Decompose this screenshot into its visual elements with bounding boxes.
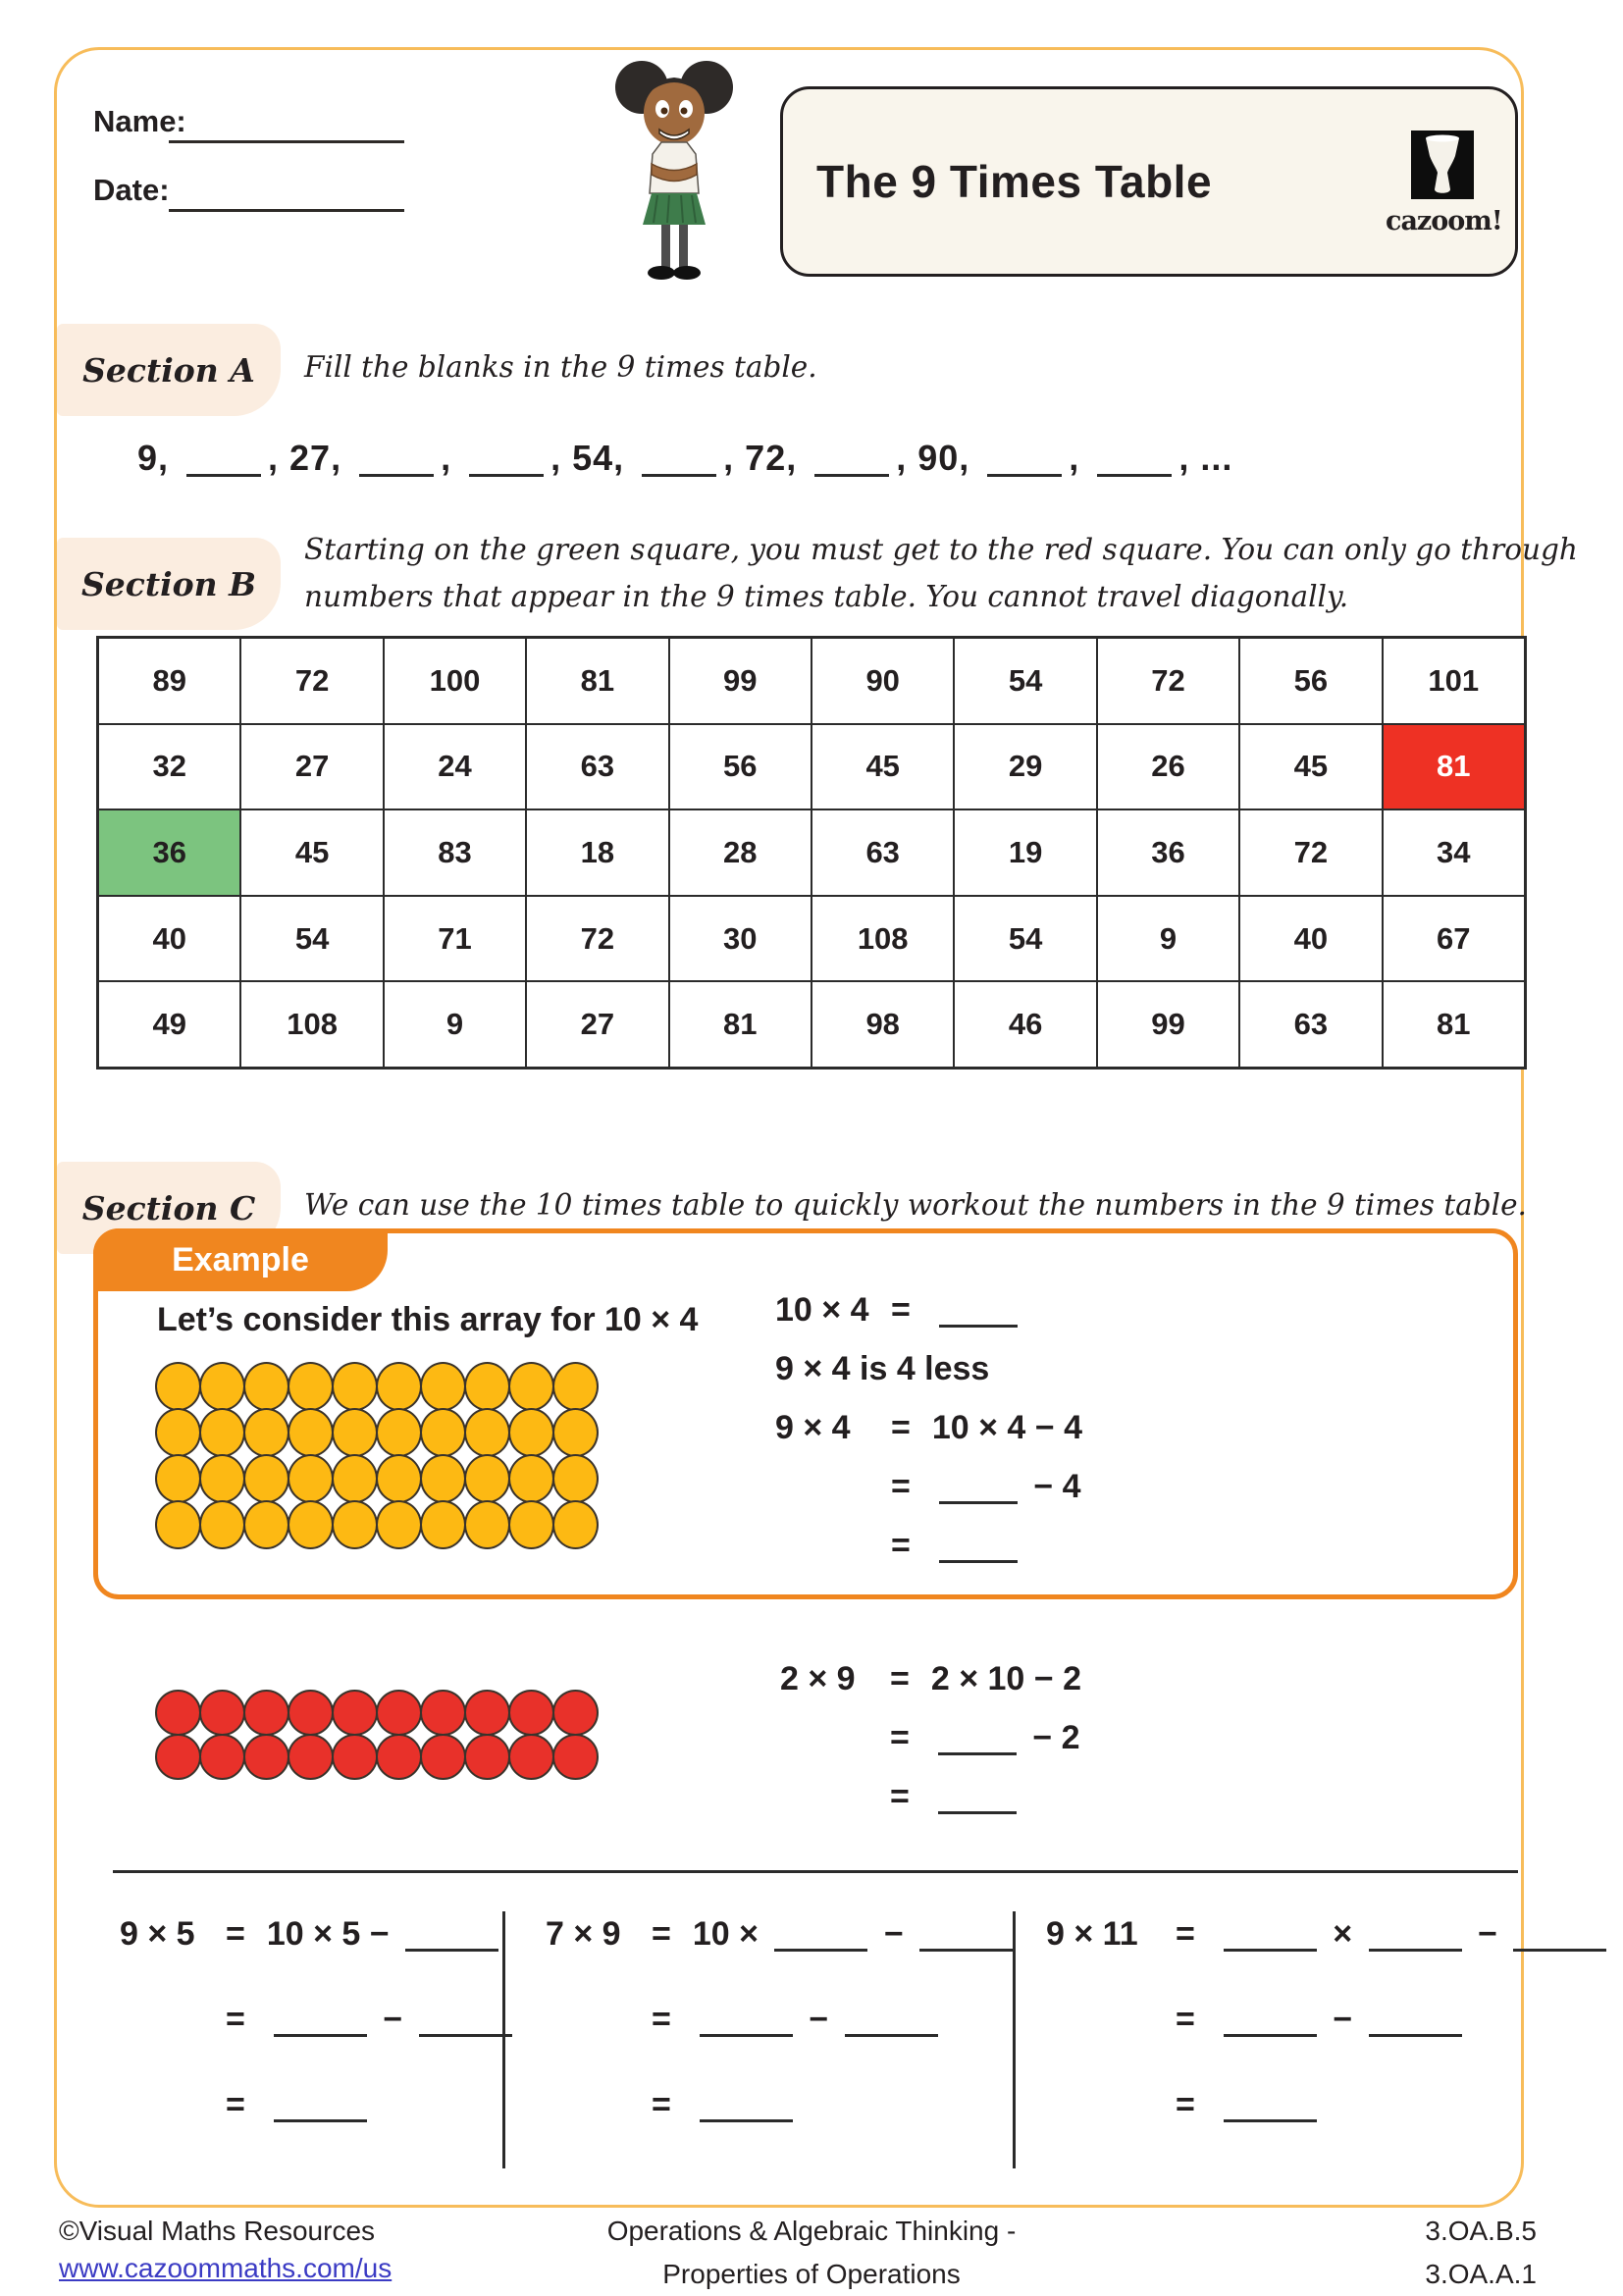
footer-website-link[interactable]: www.cazoommaths.com/us	[59, 2253, 393, 2283]
counter-dot	[464, 1454, 510, 1503]
answer-blank	[987, 473, 1062, 477]
grid-cell: 45	[812, 724, 954, 810]
grid-cell: 28	[669, 809, 812, 896]
exercise-column-1	[120, 1915, 519, 2171]
counter-dot	[552, 1362, 599, 1411]
counter-dot	[288, 1408, 334, 1457]
counter-dot	[376, 1408, 422, 1457]
column-divider-2	[1013, 1911, 1016, 2168]
grid-cell: 81	[526, 638, 668, 724]
dot-row	[155, 1408, 597, 1457]
counter-dot	[508, 1500, 554, 1549]
grid-cell: 67	[1383, 896, 1525, 982]
grid-cell: 99	[1097, 981, 1239, 1068]
answer-blank	[469, 473, 544, 477]
grid-cell: 72	[1239, 809, 1382, 896]
answer-blank	[814, 473, 889, 477]
equation-line: =	[780, 1778, 1081, 1816]
counter-dot	[155, 1408, 201, 1457]
counter-dot	[508, 1454, 554, 1503]
answer-blank	[700, 2118, 793, 2122]
grid-cell: 54	[240, 896, 383, 982]
counter-dot	[155, 1734, 201, 1780]
answer-blank	[186, 473, 261, 477]
counter-dot	[243, 1408, 289, 1457]
ten-by-four-dot-array	[155, 1362, 597, 1546]
dot-row	[155, 1500, 597, 1549]
grid-cell: 40	[98, 896, 240, 982]
equation-line: 9 × 4 = 10 × 4 − 4	[775, 1409, 1082, 1446]
grid-cell: 9	[384, 981, 526, 1068]
section-a-label: Section A	[57, 324, 281, 416]
equation-line: 10 × 4 =	[775, 1291, 1082, 1330]
counter-dot	[199, 1500, 245, 1549]
answer-blank	[939, 1500, 1018, 1504]
answer-blank	[419, 2033, 512, 2037]
grid-cell: 63	[812, 809, 954, 896]
page-title: The 9 Times Table	[816, 156, 1213, 207]
grid-cell: 27	[526, 981, 668, 1068]
counter-dot	[288, 1362, 334, 1411]
section-a-instruction: Fill the blanks in the 9 times table.	[304, 350, 817, 384]
grid-cell: 63	[1239, 981, 1382, 1068]
grid-cell: 24	[384, 724, 526, 810]
cazoom-logo	[1386, 130, 1502, 236]
counter-dot	[199, 1408, 245, 1457]
example-caption: Let’s consider this array for 10 × 4	[157, 1301, 699, 1338]
counter-dot	[376, 1690, 422, 1736]
cazoom-drum-icon	[1411, 130, 1474, 199]
equation-line: = −	[120, 2001, 519, 2039]
counter-dot	[464, 1362, 510, 1411]
counter-dot	[243, 1362, 289, 1411]
counter-dot	[288, 1690, 334, 1736]
grid-cell: 29	[954, 724, 1096, 810]
grid-cell: 36	[1097, 809, 1239, 896]
grid-cell: 90	[812, 638, 954, 724]
answer-blank	[274, 2118, 367, 2122]
counter-dot	[155, 1690, 201, 1736]
counter-dot	[199, 1362, 245, 1411]
equation-line: =	[120, 2086, 519, 2124]
grid-cell: 9	[1097, 896, 1239, 982]
column-divider-1	[502, 1911, 505, 2168]
grid-cell: 89	[98, 638, 240, 724]
grid-cell: 46	[954, 981, 1096, 1068]
grid-cell: 63	[526, 724, 668, 810]
section-c-instruction: We can use the 10 times table to quickly workout the numbers in the 9 times table.	[304, 1188, 1527, 1222]
grid-cell: 108	[812, 896, 954, 982]
counter-dot	[332, 1500, 378, 1549]
section-b-instruction: Starting on the green square, you must get to the red square. You can only go through numbers that appear in the 9 times table. You cannot travel diagonally.	[304, 533, 1578, 613]
counter-dot	[464, 1408, 510, 1457]
counter-dot	[420, 1734, 466, 1780]
counter-dot	[420, 1362, 466, 1411]
section-divider-line	[113, 1870, 1518, 1873]
counter-dot	[464, 1734, 510, 1780]
section-b-label: Section B	[57, 538, 281, 630]
counter-dot	[376, 1454, 422, 1503]
counter-dot	[376, 1734, 422, 1780]
times-table-sequence: 9, , 27, , , 54, , 72, , 90, , , ...	[137, 438, 1233, 478]
section-c-label: Section C	[57, 1162, 281, 1254]
grid-cell: 45	[1239, 724, 1382, 810]
footer-topic: Operations & Algebraic Thinking - Properties of Operations	[606, 2216, 1017, 2289]
counter-dot	[552, 1734, 599, 1780]
answer-blank	[939, 1324, 1018, 1328]
counter-dot	[420, 1454, 466, 1503]
counter-dot	[508, 1690, 554, 1736]
equation-line: 2 × 9 = 2 × 10 − 2	[780, 1660, 1081, 1697]
grid-cell: 32	[98, 724, 240, 810]
answer-blank	[938, 1810, 1017, 1814]
counter-dot	[288, 1454, 334, 1503]
counter-dot	[508, 1362, 554, 1411]
answer-blank	[642, 473, 716, 477]
grid-cell: 54	[954, 896, 1096, 982]
equation-line: 9 × 5 = 10 × 5 −	[120, 1915, 519, 1954]
answer-blank	[1097, 473, 1172, 477]
grid-cell: 108	[240, 981, 383, 1068]
footer-copyright: ©Visual Maths Resources	[59, 2216, 376, 2246]
counter-dot	[552, 1690, 599, 1736]
grid-cell: 83	[384, 809, 526, 896]
counter-dot	[288, 1734, 334, 1780]
equation-line: = − 4	[891, 1468, 1081, 1505]
grid-cell: 54	[954, 638, 1096, 724]
example-tab: Example	[93, 1228, 388, 1291]
counter-dot	[376, 1362, 422, 1411]
counter-dot	[199, 1454, 245, 1503]
counter-dot	[420, 1500, 466, 1549]
counter-dot	[508, 1734, 554, 1780]
answer-blank	[939, 1559, 1018, 1563]
grid-cell: 45	[240, 809, 383, 896]
answer-blank	[919, 1948, 1013, 1952]
counter-dot	[508, 1408, 554, 1457]
grid-cell: 30	[669, 896, 812, 982]
name-label: Name:	[93, 104, 186, 138]
counter-dot	[199, 1690, 245, 1736]
answer-blank	[700, 2033, 793, 2037]
grid-cell: 40	[1239, 896, 1382, 982]
answer-blank	[1224, 2118, 1317, 2122]
exercise-column-3	[1046, 1915, 1613, 2171]
grid-cell: 99	[669, 638, 812, 724]
counter-dot	[243, 1454, 289, 1503]
grid-cell: 71	[384, 896, 526, 982]
answer-blank	[774, 1948, 867, 1952]
name-input-line	[169, 140, 404, 143]
answer-blank	[1369, 2033, 1462, 2037]
grid-cell: 100	[384, 638, 526, 724]
counter-dot	[243, 1734, 289, 1780]
counter-dot	[288, 1500, 334, 1549]
counter-dot	[332, 1408, 378, 1457]
equation-line: = − 2	[890, 1719, 1080, 1756]
grid-cell: 98	[812, 981, 954, 1068]
example-equations	[775, 1291, 1082, 1586]
counter-dot	[464, 1500, 510, 1549]
counter-dot	[243, 1500, 289, 1549]
answer-blank	[1369, 1948, 1462, 1952]
equation-line: 9 × 11 = × −	[1046, 1915, 1613, 1954]
grid-cell: 81	[669, 981, 812, 1068]
grid-cell: 72	[526, 896, 668, 982]
counter-dot	[243, 1690, 289, 1736]
footer-standards: 3.OA.B.5 3.OA.A.1	[1425, 2216, 1537, 2289]
equation-line: =	[546, 2086, 1020, 2124]
counter-dot	[420, 1690, 466, 1736]
grid-start-cell: 36	[98, 809, 240, 896]
grid-cell: 49	[98, 981, 240, 1068]
worksheet-title-box	[780, 86, 1518, 277]
dot-row	[155, 1454, 597, 1503]
counter-dot	[464, 1690, 510, 1736]
grid-cell: 19	[954, 809, 1096, 896]
date-label: Date:	[93, 173, 170, 207]
answer-blank	[1224, 2033, 1317, 2037]
dot-row	[155, 1734, 597, 1780]
counter-dot	[155, 1454, 201, 1503]
dot-row	[155, 1362, 597, 1411]
counter-dot	[552, 1500, 599, 1549]
equation-line: 9 × 4 is 4 less	[775, 1350, 990, 1387]
counter-dot	[332, 1690, 378, 1736]
number-maze-grid	[96, 636, 1527, 1070]
counter-dot	[155, 1362, 201, 1411]
grid-cell: 81	[1383, 981, 1525, 1068]
counter-dot	[332, 1734, 378, 1780]
counter-dot	[552, 1408, 599, 1457]
answer-blank	[274, 2033, 367, 2037]
equation-line: =	[1046, 2086, 1613, 2124]
grid-cell: 26	[1097, 724, 1239, 810]
grid-cell: 56	[669, 724, 812, 810]
grid-cell: 101	[1383, 638, 1525, 724]
grid-cell: 34	[1383, 809, 1525, 896]
equation-line: =	[775, 1527, 1082, 1565]
exercise-column-2	[546, 1915, 1020, 2171]
equation-line: 7 × 9 = 10 × −	[546, 1915, 1020, 1954]
grid-cell: 72	[1097, 638, 1239, 724]
counter-dot	[332, 1454, 378, 1503]
counter-dot	[332, 1362, 378, 1411]
grid-cell: 72	[240, 638, 383, 724]
grid-cell: 27	[240, 724, 383, 810]
grid-end-cell: 81	[1383, 724, 1525, 810]
counter-dot	[199, 1734, 245, 1780]
answer-blank	[359, 473, 434, 477]
student-character-illustration	[601, 54, 748, 285]
two-by-nine-dot-array	[155, 1690, 597, 1778]
grid-cell: 56	[1239, 638, 1382, 724]
answer-blank	[938, 1751, 1017, 1755]
cazoom-logo-text: cazoom!	[1386, 206, 1502, 236]
practice-equations	[780, 1660, 1081, 1837]
equation-line: = −	[1046, 2001, 1613, 2039]
counter-dot	[155, 1500, 201, 1549]
answer-blank	[845, 2033, 938, 2037]
counter-dot	[420, 1408, 466, 1457]
equation-line: = −	[546, 2001, 1020, 2039]
grid-cell: 18	[526, 809, 668, 896]
answer-blank	[405, 1948, 498, 1952]
dot-row	[155, 1690, 597, 1736]
counter-dot	[376, 1500, 422, 1549]
answer-blank	[1224, 1948, 1317, 1952]
answer-blank	[1513, 1948, 1606, 1952]
date-input-line	[169, 209, 404, 212]
counter-dot	[552, 1454, 599, 1503]
